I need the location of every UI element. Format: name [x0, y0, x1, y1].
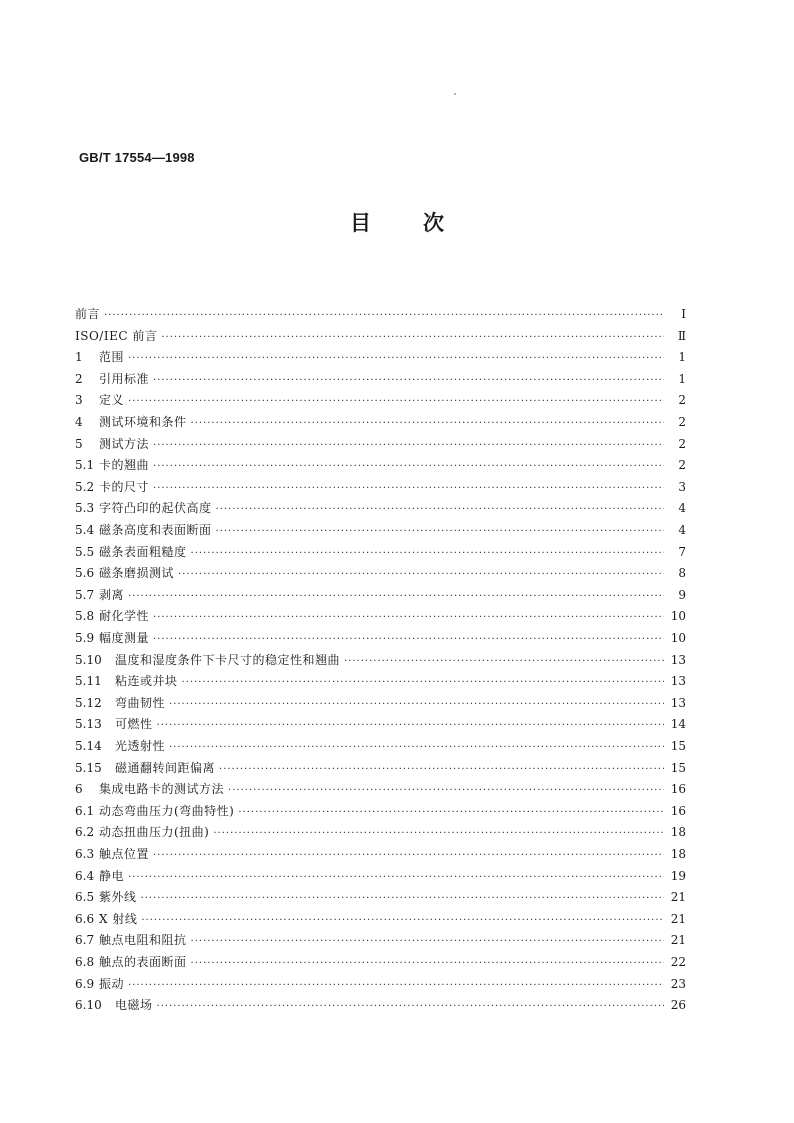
- toc-entry-label: 字符凸印的起伏高度: [99, 501, 212, 516]
- toc-dot-leader: [153, 631, 664, 649]
- toc-dot-leader: [128, 977, 664, 995]
- toc-entry-page: 10: [670, 631, 686, 645]
- toc-entry-label: 范围: [99, 350, 125, 365]
- toc-entry[interactable]: [75, 759, 686, 777]
- toc-dot-leader: [153, 458, 664, 476]
- toc-entry-label: 剥离: [99, 587, 125, 602]
- toc-dot-leader: [157, 998, 664, 1016]
- toc-entry-label: 电磁场: [115, 998, 153, 1013]
- toc-entry-page: 16: [670, 803, 686, 818]
- toc-entry-label: 幅度测量: [99, 631, 150, 645]
- toc-dot-leader: [153, 609, 664, 627]
- toc-entry-number: 5.5: [75, 544, 95, 559]
- toc-entry[interactable]: [75, 413, 686, 431]
- toc-entry[interactable]: [75, 521, 686, 539]
- toc-entry-page: 4: [678, 523, 686, 537]
- toc-entry-page: 1: [678, 371, 686, 386]
- toc-entry-page: Ⅱ: [677, 328, 686, 343]
- toc-entry-number: 6: [75, 782, 83, 797]
- toc-entry[interactable]: [75, 348, 686, 366]
- toc-entry-page: 21: [670, 933, 686, 948]
- toc-entry[interactable]: [75, 845, 686, 863]
- toc-entry-number: 6.2: [75, 825, 95, 840]
- toc-entry[interactable]: [75, 737, 686, 755]
- toc-dot-leader: [128, 869, 664, 887]
- toc-dot-leader: [128, 350, 664, 368]
- toc-entry[interactable]: [75, 478, 686, 496]
- toc-entry[interactable]: [75, 305, 686, 323]
- toc-entry-page: 13: [670, 695, 686, 710]
- toc-entry-label: 弯曲韧性: [115, 695, 166, 710]
- toc-dot-leader: [213, 825, 664, 843]
- toc-entry[interactable]: [75, 888, 686, 906]
- toc-entry-number: 5: [75, 436, 83, 451]
- toc-entry[interactable]: [75, 867, 686, 885]
- toc-entry-page: 2: [678, 436, 686, 451]
- toc-dot-leader: [219, 761, 664, 779]
- toc-entry-page: 15: [670, 760, 686, 775]
- toc-entry-number: 5.3: [75, 501, 95, 516]
- toc-entry-label: 温度和湿度条件下卡尺寸的稳定性和翘曲: [115, 652, 341, 667]
- toc-entry-label: ISO/IEC 前言: [75, 328, 158, 343]
- toc-entry[interactable]: [75, 391, 686, 409]
- toc-entry-number: 5.15: [75, 760, 102, 775]
- toc-entry-page: 23: [670, 976, 686, 991]
- toc-entry-number: 6.8: [75, 955, 95, 969]
- toc-entry-page: 14: [670, 717, 686, 732]
- toc-entry-label: 动态扭曲压力(扭曲): [99, 825, 210, 840]
- toc-entry-number: 6.10: [75, 998, 102, 1013]
- standard-code: GB/T 17554—1998: [79, 150, 195, 165]
- toc-dot-leader: [141, 890, 664, 908]
- toc-dot-leader: [216, 523, 664, 541]
- toc-entry[interactable]: [75, 543, 686, 561]
- toc-entry-label: 触点的表面断面: [99, 955, 187, 969]
- toc-entry-label: 紫外线: [99, 890, 137, 905]
- toc-entry[interactable]: [75, 953, 686, 971]
- toc-entry-number: 1: [75, 350, 83, 365]
- toc-dot-leader: [141, 912, 664, 930]
- toc-entry-label: 振动: [99, 976, 125, 991]
- toc-entry-number: 5.9: [75, 631, 95, 645]
- toc-entry-label: 前言: [75, 307, 101, 321]
- toc-entry-number: 5.2: [75, 479, 95, 494]
- toc-entry[interactable]: [75, 802, 686, 820]
- toc-entry-page: 18: [670, 847, 686, 861]
- toc-entry-label: 触点电阻和阻抗: [99, 933, 187, 948]
- toc-dot-leader: [344, 653, 664, 671]
- toc-dot-leader: [169, 696, 664, 714]
- toc-entry-number: 2: [75, 371, 83, 386]
- toc-entry-number: 6.5: [75, 890, 95, 905]
- toc-dot-leader: [191, 415, 664, 433]
- title-part-1: 目: [350, 211, 371, 235]
- toc-entry[interactable]: [75, 499, 686, 517]
- toc-entry-page: 2: [678, 393, 686, 408]
- toc-entry-label: 卡的翘曲: [99, 458, 150, 473]
- toc-entry-page: 8: [678, 566, 686, 581]
- toc-entry-label: 磁条磨损测试: [99, 566, 175, 581]
- toc-entry[interactable]: [75, 435, 686, 453]
- toc-entry-number: 5.14: [75, 739, 102, 753]
- toc-entry[interactable]: [75, 607, 686, 625]
- toc-dot-leader: [182, 674, 664, 692]
- toc-entry-label: 光透射性: [115, 739, 166, 753]
- toc-dot-leader: [191, 545, 664, 563]
- toc-entry[interactable]: [75, 629, 686, 647]
- toc-entry-page: 4: [678, 501, 686, 516]
- toc-dot-leader: [153, 847, 664, 865]
- toc-entry-label: 耐化学性: [99, 609, 150, 624]
- toc-entry-number: 6.1: [75, 803, 95, 818]
- title-part-2: 次: [423, 211, 444, 235]
- toc-entry-number: 5.11: [75, 674, 102, 689]
- toc-entry[interactable]: [75, 975, 686, 993]
- toc-entry-page: 1: [678, 350, 686, 365]
- toc-dot-leader: [104, 307, 664, 325]
- toc-entry-page: 7: [678, 544, 686, 559]
- toc-dot-leader: [191, 955, 664, 973]
- toc-entry[interactable]: [75, 564, 686, 582]
- toc-entry-page: 21: [670, 890, 686, 905]
- toc-entry-page: 2: [678, 415, 686, 429]
- toc-entry-label: 集成电路卡的测试方法: [99, 782, 225, 797]
- toc-entry[interactable]: [75, 996, 686, 1014]
- toc-entry-page: 19: [670, 868, 686, 883]
- toc-entry-label: 磁条高度和表面断面: [99, 523, 212, 537]
- toc-entry-page: 2: [678, 458, 686, 473]
- toc-entry-page: 26: [670, 998, 686, 1013]
- toc-entry-page: 13: [670, 674, 686, 689]
- toc-entry-label: 粘连或并块: [115, 674, 178, 689]
- toc-dot-leader: [157, 717, 664, 735]
- toc-entry-label: X 射线: [99, 911, 138, 926]
- toc-entry-page: 9: [678, 587, 686, 602]
- toc-entry-page: 3: [678, 479, 686, 494]
- toc-entry-label: 静电: [99, 868, 125, 883]
- toc-entry-page: 22: [670, 955, 686, 969]
- toc-entry[interactable]: [75, 823, 686, 841]
- toc-dot-leader: [128, 393, 664, 411]
- toc-entry-label: 触点位置: [99, 847, 150, 861]
- toc-entry[interactable]: [75, 651, 686, 669]
- toc-entry[interactable]: [75, 694, 686, 712]
- toc-entry-number: 6.7: [75, 933, 95, 948]
- toc-entry-label: 磁通翻转间距偏离: [115, 760, 216, 775]
- toc-entry-page: 16: [670, 782, 686, 797]
- toc-entry-number: 5.10: [75, 652, 102, 667]
- toc-entry-number: 6.3: [75, 847, 95, 861]
- toc-entry-label: 磁条表面粗糙度: [99, 544, 187, 559]
- toc-entry-label: 卡的尺寸: [99, 479, 150, 494]
- toc-entry-number: 5.12: [75, 695, 102, 710]
- toc-entry[interactable]: [75, 370, 686, 388]
- toc-dot-leader: [153, 372, 664, 390]
- scan-speck: [454, 93, 456, 95]
- toc-entry-label: 动态弯曲压力(弯曲特性): [99, 803, 235, 818]
- toc-entry-number: 4: [75, 415, 83, 429]
- toc-entry[interactable]: [75, 931, 686, 949]
- page-title: [0, 207, 794, 237]
- toc-entry[interactable]: [75, 586, 686, 604]
- toc-entry-label: 引用标准: [99, 371, 150, 386]
- toc-entry[interactable]: [75, 327, 686, 345]
- toc-dot-leader: [191, 933, 664, 951]
- toc-dot-leader: [153, 437, 664, 455]
- toc-entry[interactable]: [75, 672, 686, 690]
- toc-entry-number: 5.6: [75, 566, 95, 581]
- toc-dot-leader: [178, 566, 664, 584]
- toc-entry-number: 5.13: [75, 717, 102, 732]
- toc-entry-label: 可燃性: [115, 717, 153, 732]
- toc-entry[interactable]: [75, 780, 686, 798]
- toc-entry[interactable]: [75, 715, 686, 733]
- toc-entry-number: 3: [75, 393, 83, 408]
- toc-entry-label: 测试方法: [99, 436, 150, 451]
- toc-entry-label: 定义: [99, 393, 125, 408]
- toc-entry-number: 6.6: [75, 911, 95, 926]
- toc-dot-leader: [161, 329, 664, 347]
- toc-entry-number: 5.7: [75, 587, 95, 602]
- toc-entry-page: 15: [670, 739, 686, 753]
- toc-entry-number: 6.4: [75, 868, 95, 883]
- toc-entry-number: 6.9: [75, 976, 95, 991]
- toc-dot-leader: [228, 782, 664, 800]
- toc-entry-number: 5.1: [75, 458, 95, 473]
- toc-entry-page: 21: [670, 911, 686, 926]
- toc-entry[interactable]: [75, 910, 686, 928]
- toc-dot-leader: [169, 739, 664, 757]
- toc-dot-leader: [153, 480, 664, 498]
- toc-entry[interactable]: [75, 456, 686, 474]
- toc-entry-label: 测试环境和条件: [99, 415, 187, 429]
- toc-dot-leader: [128, 588, 664, 606]
- toc-dot-leader: [238, 804, 664, 822]
- toc-entry-page: 10: [670, 609, 686, 624]
- toc-entry-page: Ⅰ: [681, 307, 686, 321]
- toc-entry-page: 18: [670, 825, 686, 840]
- toc-entry-number: 5.8: [75, 609, 95, 624]
- toc-dot-leader: [216, 501, 664, 519]
- toc-entry-page: 13: [670, 652, 686, 667]
- toc-entry-number: 5.4: [75, 523, 95, 537]
